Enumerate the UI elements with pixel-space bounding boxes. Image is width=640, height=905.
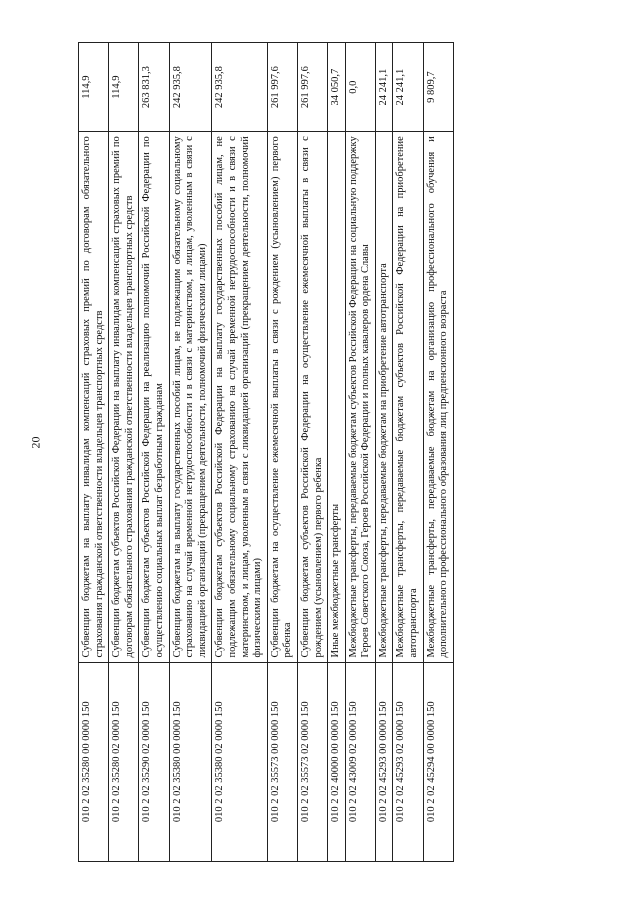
budget-table bbox=[78, 42, 454, 862]
row-amount: 24 241,1 bbox=[375, 43, 393, 132]
table-row bbox=[345, 43, 375, 862]
rotated-table-area bbox=[78, 42, 578, 862]
row-amount: 24 241,1 bbox=[393, 43, 423, 132]
row-description: Субвенции бюджетам субъектов Российской Федерации на выплату государственных пособий лицам, не подлежащим обязательному социальному страхованию на случай временной нетрудоспособности и в связи с материнством, и лицам, уволенным в связи с ликвидацией организаций (прекращением деятельности, полномочий физическими лицами) bbox=[212, 132, 267, 662]
row-amount: 0,0 bbox=[345, 43, 375, 132]
table-row bbox=[297, 43, 327, 862]
table-row bbox=[267, 43, 297, 862]
row-code: 010 2 02 35380 00 0000 150 bbox=[169, 662, 212, 861]
row-amount: 263 831,3 bbox=[139, 43, 169, 132]
table-row bbox=[169, 43, 212, 862]
row-description: Межбюджетные трансферты, передаваемые бюджетам субъектов Российской Федерации на приобретение автотранспорта bbox=[393, 132, 423, 662]
table-row bbox=[139, 43, 169, 862]
row-code: 010 2 02 45293 02 0000 150 bbox=[393, 662, 423, 861]
row-amount: 114,9 bbox=[79, 43, 109, 132]
row-description: Субвенции бюджетам на выплату инвалидам компенсаций страховых премий по договорам обязательного страхования гражданской ответственности владельцев транспортных средств bbox=[79, 132, 109, 662]
row-amount: 242 935,8 bbox=[212, 43, 267, 132]
row-amount: 9 809,7 bbox=[423, 43, 453, 132]
table-row bbox=[79, 43, 109, 862]
row-code: 010 2 02 45294 00 0000 150 bbox=[423, 662, 453, 861]
page-number: 20 bbox=[28, 436, 43, 449]
row-code: 010 2 02 35290 02 0000 150 bbox=[139, 662, 169, 861]
row-description: Субвенции бюджетам субъектов Российской Федерации на реализацию полномочий Российской Федерации по осуществлению социальных выплат безработным гражданам bbox=[139, 132, 169, 662]
row-amount: 261 997,6 bbox=[267, 43, 297, 132]
row-description: Иные межбюджетные трансферты bbox=[328, 132, 346, 662]
row-description: Субвенции бюджетам на выплату государственных пособий лицам, не подлежащим обязательному социальному страхованию на случай временной нетрудоспособности и в связи с материнством, и лицам, уволенным в связи с ликвидацией организаций (прекращением деятельности, полномочий физическими лицами) bbox=[169, 132, 212, 662]
table-row bbox=[375, 43, 393, 862]
row-code: 010 2 02 45293 00 0000 150 bbox=[375, 662, 393, 861]
row-description: Межбюджетные трансферты, передаваемые бюджетам на приобретение автотранспорта bbox=[375, 132, 393, 662]
table-row bbox=[212, 43, 267, 862]
row-description: Межбюджетные трансферты, передаваемые бюджетам субъектов Российской Федерации на социальную поддержку Героев Советского Союза, Героев Российской Федерации и полных кавалеров ордена Славы bbox=[345, 132, 375, 662]
row-code: 010 2 02 35280 00 0000 150 bbox=[79, 662, 109, 861]
table-row bbox=[423, 43, 453, 862]
row-code: 010 2 02 40000 00 0000 150 bbox=[328, 662, 346, 861]
row-code: 010 2 02 35573 00 0000 150 bbox=[267, 662, 297, 861]
row-amount: 261 997,6 bbox=[297, 43, 327, 132]
row-description: Субвенции бюджетам субъектов Российской Федерации на осуществление ежемесячной выплаты в связи с рождением (усыновлением) первого ребенка bbox=[297, 132, 327, 662]
row-amount: 34 050,7 bbox=[328, 43, 346, 132]
row-amount: 114,9 bbox=[109, 43, 139, 132]
row-code: 010 2 02 35380 02 0000 150 bbox=[212, 662, 267, 861]
row-code: 010 2 02 35573 02 0000 150 bbox=[297, 662, 327, 861]
row-description: Субвенции бюджетам субъектов Российской Федерации на выплату инвалидам компенсаций страховых премий по договорам обязательного страхования гражданской ответственности владельцев транспортных средств bbox=[109, 132, 139, 662]
row-description: Межбюджетные трансферты, передаваемые бюджетам на организацию профессионального обучения и дополнительного профессионального образования лиц предпенсионного возраста bbox=[423, 132, 453, 662]
row-amount: 242 935,8 bbox=[169, 43, 212, 132]
row-code: 010 2 02 35280 02 0000 150 bbox=[109, 662, 139, 861]
row-code: 010 2 02 43009 02 0000 150 bbox=[345, 662, 375, 861]
table-row bbox=[328, 43, 346, 862]
table-row bbox=[393, 43, 423, 862]
row-description: Субвенции бюджетам на осуществление ежемесячной выплаты в связи с рождением (усыновлением) первого ребенка bbox=[267, 132, 297, 662]
table-row bbox=[109, 43, 139, 862]
